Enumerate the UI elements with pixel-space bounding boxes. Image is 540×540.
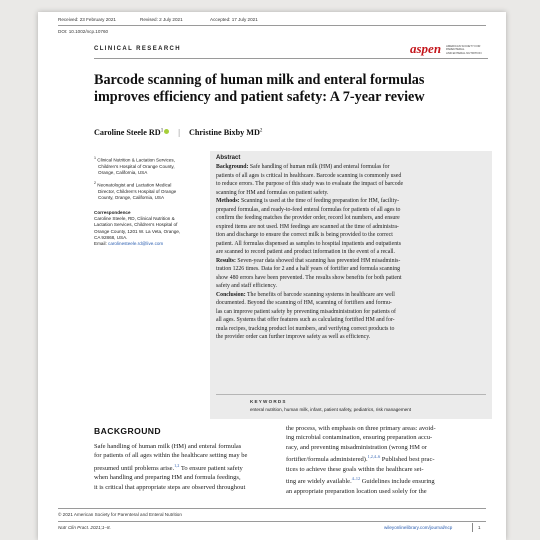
affiliation-line: Orange, California, USA	[98, 169, 148, 175]
abstract-line: patient. All formulas dispensed as samples to hospital inpatients and outpatients	[216, 240, 401, 247]
email-link[interactable]: carolinesteele.rd@live.com	[108, 241, 164, 247]
affiliation-line: Clinical Nutrition & Lactation Services,	[97, 157, 175, 163]
affiliation-2	[94, 180, 204, 201]
abstract-line: the provider order can further improve safety as well as efficiency.	[216, 334, 371, 340]
correspondence-line: CA 92868, USA.	[94, 234, 128, 240]
abstract-line: prepared formulas, and ready-to-feed enteral formulas for patients of all ages to	[216, 206, 401, 213]
abstract-line: documented. Beyond the scanning of HM, scanning of fortifiers and formu-	[216, 300, 392, 306]
page-number: 1	[478, 525, 481, 530]
body-line-tail: Published best prac-	[380, 456, 435, 464]
conclusion-label: Conclusion:	[216, 291, 246, 298]
logo-text-line: AND ENTERAL NUTRITION	[446, 50, 482, 55]
body-line: ing microbial contamination, ensuring preparation accu-	[286, 434, 433, 442]
body-line: it is critical that appropriate steps are observed throughout	[94, 483, 246, 491]
affiliation-line: Director, Children's Hospital of Orange	[98, 188, 177, 194]
author-list	[94, 128, 262, 137]
abstract-line: patients of all ages is critical in healthcare. Barcode scanning is commonly used	[216, 172, 402, 179]
body-line: presumed until problems arise.	[94, 464, 175, 472]
correspondence-line: Lactation Services, Children's Hospital of	[94, 222, 178, 228]
body-line: Safe handling of human milk (HM) and enteral formulas	[94, 443, 242, 450]
abstract-line: show 480 errors have been prevented. The results show benefits for both patient	[216, 274, 402, 281]
results-label: Results:	[216, 257, 236, 264]
methods-label: Methods:	[216, 198, 240, 204]
background-heading: BACKGROUND	[94, 426, 162, 436]
author-affiliation-mark: 2	[259, 128, 263, 134]
abstract-line: Scanning is used at the time of feeding preparation for HM, facility-	[240, 198, 400, 204]
article-title	[94, 72, 494, 106]
keywords-divider	[216, 394, 486, 395]
article-page	[38, 12, 506, 540]
abstract-box	[210, 151, 492, 419]
abstract-line: expired items are not used. HM feedings are scanned at the time of administra-	[216, 223, 399, 230]
abstract-line: las can improve patient safety by preventing misadministration for patients of	[216, 308, 396, 315]
body-line: for patients of all ages within the healthcare setting may be	[94, 452, 248, 460]
footer-divider-bottom	[58, 521, 486, 522]
abstract-line: The benefits of barcode scanning systems in healthcare are well	[247, 291, 395, 298]
journal-citation: Nutr Clin Pract. 2021;1–8.	[58, 525, 111, 530]
footer-divider-top	[58, 508, 486, 509]
page-number-divider	[472, 523, 473, 532]
copyright: © 2021 American Society for Parenteral and Enteral Nutrition	[58, 512, 182, 517]
aspen-logo-text	[446, 45, 488, 55]
author-name[interactable]: Christine Bixby MD	[188, 128, 260, 137]
logo-text-line: AMERICAN SOCIETY FOR PARENTERAL	[446, 44, 481, 52]
section-divider	[94, 58, 488, 59]
abstract-line: are scanned to record patient and product information in the event of a recall.	[216, 249, 395, 255]
author-affiliation-mark: 1	[160, 128, 164, 134]
affiliation-1	[94, 155, 204, 176]
abstract-line: scanning for HM and formulas on patient safety.	[216, 189, 329, 196]
title-line: Barcode scanning of human milk and enteral formulas	[94, 72, 425, 88]
abstract-line: safety and staff efficiency.	[216, 283, 277, 289]
orcid-icon[interactable]	[164, 129, 169, 134]
citation-link[interactable]: 1,2	[174, 462, 180, 468]
body-left-column	[94, 442, 272, 492]
keywords: enteral nutrition, human milk, infant, patient safety, pediatrics, risk management	[250, 407, 412, 412]
body-line: when handling and preparing HM and formula feedings,	[94, 474, 241, 482]
aspen-logo	[410, 40, 488, 58]
accepted-date: Accepted: 17 July 2021	[210, 17, 258, 22]
title-line: improves efficiency and patient safety: A 7-year review	[94, 89, 425, 105]
affiliation-mark: 1	[94, 156, 96, 160]
body-line-tail: To ensure patient safety	[179, 464, 243, 472]
aspen-logo-word: aspen	[410, 41, 442, 56]
body-line: fortifier/formula administered).	[286, 456, 368, 464]
abstract-line: tration 1226 times. Data for 2 and a half years of fortifier and formula scanning	[216, 266, 400, 272]
citation-link[interactable]: 4–12	[351, 476, 361, 482]
body-line: an appropriate preparation location used solely for the	[286, 487, 427, 495]
body-line: racy, and preventing misadministration (wrong HM or	[286, 443, 427, 451]
doi: DOI: 10.1002/ncp.10760	[58, 29, 109, 34]
journal-url[interactable]: wileyonlinelibrary.com/journal/ncp	[384, 525, 453, 530]
revised-date: Revised: 2 July 2021	[140, 17, 183, 22]
abstract-line: Seven-year data showed that scanning has prevented HM misadminis-	[237, 257, 401, 264]
author-separator: |	[178, 128, 180, 137]
abstract-line: all ages. Systems that offer features such as calculating fortified HM and for-	[216, 317, 395, 323]
keywords-label: KEYWORDS	[250, 399, 287, 404]
affiliation-line: County, Orange, California, USA	[98, 194, 165, 200]
abstract-heading: Abstract	[216, 155, 241, 161]
background-label: Background:	[216, 164, 249, 170]
body-right-column	[286, 424, 486, 496]
correspondence-line: Caroline Steele, RD, Clinical Nutrition &	[94, 216, 175, 222]
received-date: Received: 23 February 2021	[58, 17, 116, 22]
abstract-text	[216, 163, 486, 342]
body-line: ting are widely available.	[286, 478, 352, 486]
abstract-line: Safe handling of human milk (HM) and enteral formulas for	[249, 164, 390, 170]
correspondence	[94, 210, 206, 247]
affiliation-line: Neonatologist and Lactation Medical	[97, 182, 172, 188]
body-line: the process, with emphasis on three primary areas: avoid-	[286, 425, 436, 432]
abstract-line: to reduce errors. The purpose of this study was to evaluate the impact of barcode	[216, 181, 404, 187]
section-label: CLINICAL RESEARCH	[94, 46, 182, 52]
author-name[interactable]: Caroline Steele RD	[94, 128, 161, 137]
affiliation-mark: 2	[94, 181, 96, 185]
header-divider	[58, 25, 486, 26]
body-line: tices to achieve these goals within the healthcare set-	[286, 465, 424, 473]
citation-link[interactable]: 1,2,4–6	[367, 454, 381, 460]
abstract-line: tion and discharge to ensure the correct milk is being provided to the correct	[216, 232, 393, 238]
abstract-line: confirm the feeding matches the provider order, record lot numbers, and ensure	[216, 215, 400, 221]
affiliation-line: Children's Hospital of Orange County,	[98, 163, 175, 169]
abstract-line: mula recipes, tracking product lot numbers, and verifying correct products to	[216, 325, 395, 332]
email-label: Email:	[94, 241, 107, 247]
correspondence-label: Correspondence	[94, 210, 131, 215]
correspondence-line: Orange County, 1201 W. La Veta, Orange,	[94, 228, 181, 234]
body-line-tail: Guidelines include ensuring	[360, 478, 435, 486]
